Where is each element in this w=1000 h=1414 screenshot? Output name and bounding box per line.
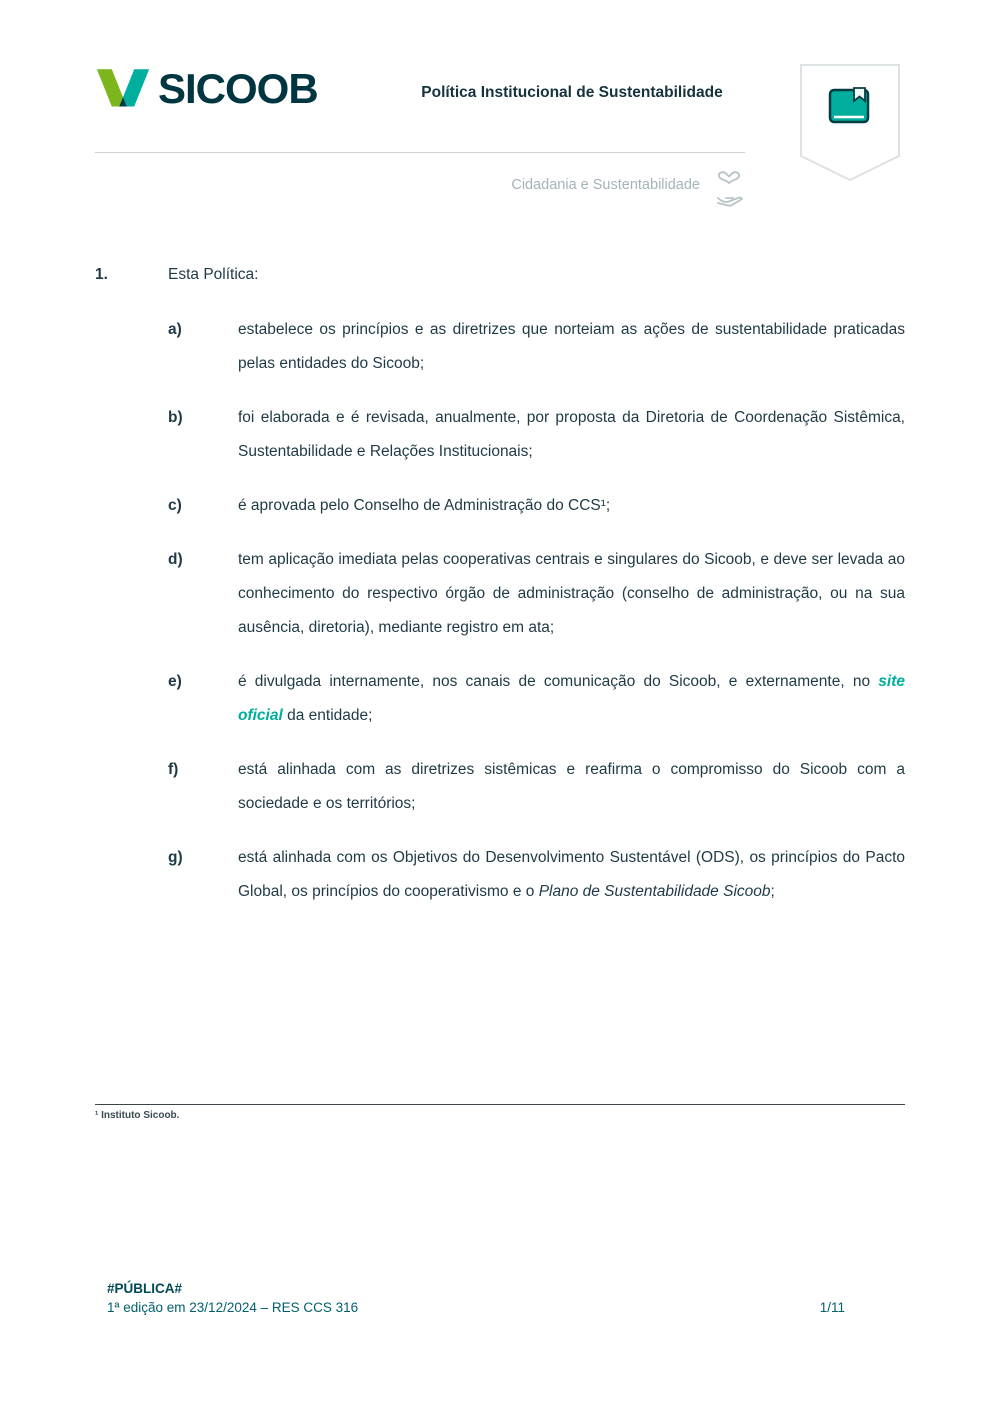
list-item-a bbox=[168, 313, 905, 381]
section-1 bbox=[95, 258, 905, 292]
sicoob-logo bbox=[95, 62, 318, 115]
edition-info: 1ª edição em 23/12/2024 – RES CCS 316 bbox=[107, 1300, 359, 1315]
list-item-text-after: ; bbox=[770, 883, 775, 900]
list-item-label: c) bbox=[168, 497, 182, 514]
hand-heart-icon bbox=[714, 168, 744, 213]
book-icon bbox=[800, 64, 900, 182]
header-divider bbox=[95, 152, 745, 153]
list-item-d bbox=[168, 543, 905, 645]
list-item-label: e) bbox=[168, 673, 182, 690]
list-item-c bbox=[168, 489, 905, 523]
sicoob-logo-text: SICOOB bbox=[158, 64, 318, 112]
sicoob-chevron-icon bbox=[95, 62, 151, 115]
list-item-text: é aprovada pelo Conselho de Administração do CCS¹; bbox=[238, 497, 611, 514]
list-item-e bbox=[168, 665, 905, 733]
list-item-text-before: é divulgada internamente, nos canais de comunicação do Sicoob, e externamente, no bbox=[238, 673, 879, 690]
classification-label: #PÚBLICA# bbox=[107, 1281, 183, 1296]
list-item-label: b) bbox=[168, 409, 183, 426]
section-intro: Esta Política: bbox=[168, 266, 259, 283]
section-number: 1. bbox=[95, 266, 108, 283]
page-number: 1/11 bbox=[819, 1300, 845, 1315]
list-item-label: d) bbox=[168, 551, 183, 568]
list-item-text: foi elaborada e é revisada, anualmente, por proposta da Diretoria de Coordenação Sistêmica, Sustentabilidade e Relações Institucionais; bbox=[238, 409, 905, 460]
list-item-label: a) bbox=[168, 321, 182, 338]
list-item-text-after: da entidade; bbox=[282, 707, 373, 724]
footnote-text: ¹ Instituto Sicoob. bbox=[95, 1110, 180, 1121]
list-item-label: g) bbox=[168, 849, 183, 866]
book-badge bbox=[800, 64, 900, 187]
list-item-text: estabelece os princípios e as diretrizes que norteiam as ações de sustentabilidade praticadas pelas entidades do Sicoob; bbox=[238, 321, 905, 372]
footnote-divider bbox=[95, 1104, 905, 1105]
site-oficial-link[interactable]: site oficial bbox=[238, 673, 905, 724]
list-item-text: está alinhada com as diretrizes sistêmicas e reafirma o compromisso do Sicoob com a sociedade e os territórios; bbox=[238, 761, 905, 812]
list-item-text bbox=[238, 841, 905, 909]
list-item-label: f) bbox=[168, 761, 179, 778]
list-item-b bbox=[168, 401, 905, 469]
list-item-text bbox=[238, 665, 905, 733]
document-title: Política Institucional de Sustentabilidade bbox=[421, 84, 723, 101]
list-item-g bbox=[168, 841, 905, 909]
list-item-text-before: está alinhada com os Objetivos do Desenvolvimento Sustentável (ODS), os princípios do Pacto Global, os princípios do cooperativismo e o bbox=[238, 849, 905, 900]
list-item-text: tem aplicação imediata pelas cooperativas centrais e singulares do Sicoob, e deve ser levada ao conhecimento do respectivo órgão de administração (conselho de administração, ou na sua ausência, diretoria), mediante registro em ata; bbox=[238, 551, 905, 636]
list-item-f bbox=[168, 753, 905, 821]
document-subtitle: Cidadania e Sustentabilidade bbox=[511, 177, 700, 193]
document-body bbox=[95, 258, 905, 929]
plano-sustentabilidade-italic: Plano de Sustentabilidade Sicoob bbox=[538, 883, 771, 900]
page-footer bbox=[107, 1281, 845, 1315]
